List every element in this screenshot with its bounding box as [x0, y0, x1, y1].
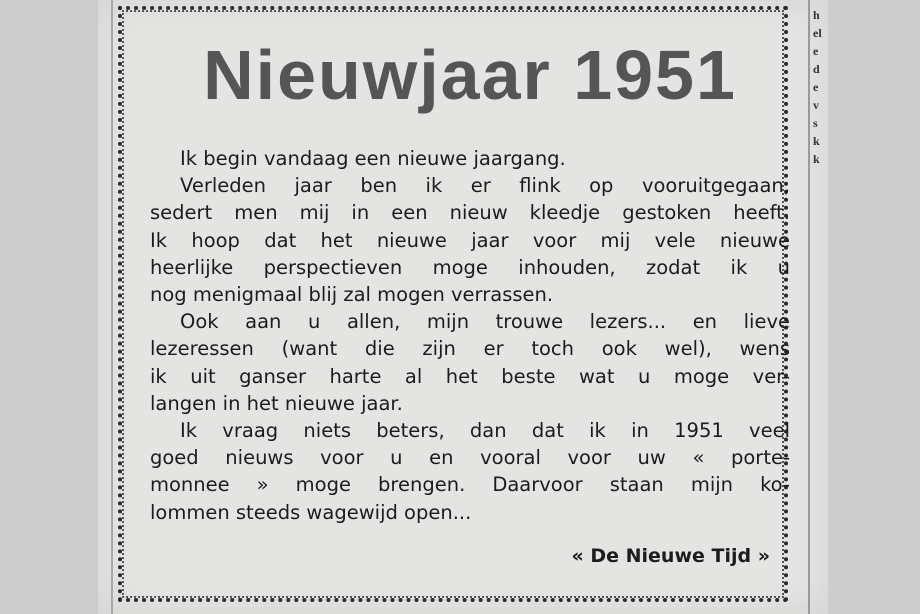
neighbor-letter: s [813, 116, 818, 130]
neighbor-letter: el [813, 26, 822, 40]
column-rule-right [808, 0, 810, 614]
text-line: Ook aan u allen, mijn trouwe lezers... en lieve [180, 310, 790, 334]
text-line: Verleden jaar ben ik er flink op vooruitgegaan, [180, 174, 790, 198]
column-rule-left [111, 0, 113, 614]
article-body [150, 145, 790, 526]
text-line: monnee » moge brengen. Daarvoor staan mijn ko- [150, 473, 790, 497]
neighbor-letter: d [813, 62, 820, 76]
neighbor-letter: e [813, 80, 819, 94]
neighbor-letter: e [813, 44, 819, 58]
text-line: Ik hoop dat het nieuwe jaar voor mij vele nieuwe [150, 228, 790, 252]
neighbor-letter: v [813, 98, 819, 112]
article-title: Nieuwjaar 1951 [203, 36, 737, 114]
neighbor-column-fragment [813, 6, 828, 206]
newspaper-signature: « De Nieuwe Tijd » [571, 545, 770, 567]
text-line: Ik vraag niets beters, dan dat ik in 1951 veel [180, 419, 790, 443]
text-line: lezeressen (want die zijn er toch ook wel), wens [150, 337, 790, 361]
text-line: Ik begin vandaag een nieuwe jaargang. [180, 147, 566, 170]
text-line: lommen steeds wagewijd open... [150, 500, 472, 524]
text-line: sedert men mij in een nieuw kleedje gestoken heeft. [150, 201, 790, 225]
text-line: nog menigmaal blij zal mogen verrassen. [150, 283, 554, 307]
neighbor-letter: k [813, 152, 820, 166]
neighbor-letter: k [813, 134, 820, 148]
neighbor-letter: h [813, 8, 820, 22]
text-line: langen in het nieuwe jaar. [150, 391, 403, 415]
text-line: ik uit ganser harte al het beste wat u moge ver- [150, 364, 790, 388]
text-line: goed nieuws voor u en vooral voor uw « porte- [150, 446, 790, 470]
text-line: heerlijke perspectieven moge inhouden, zodat ik u [150, 255, 790, 279]
